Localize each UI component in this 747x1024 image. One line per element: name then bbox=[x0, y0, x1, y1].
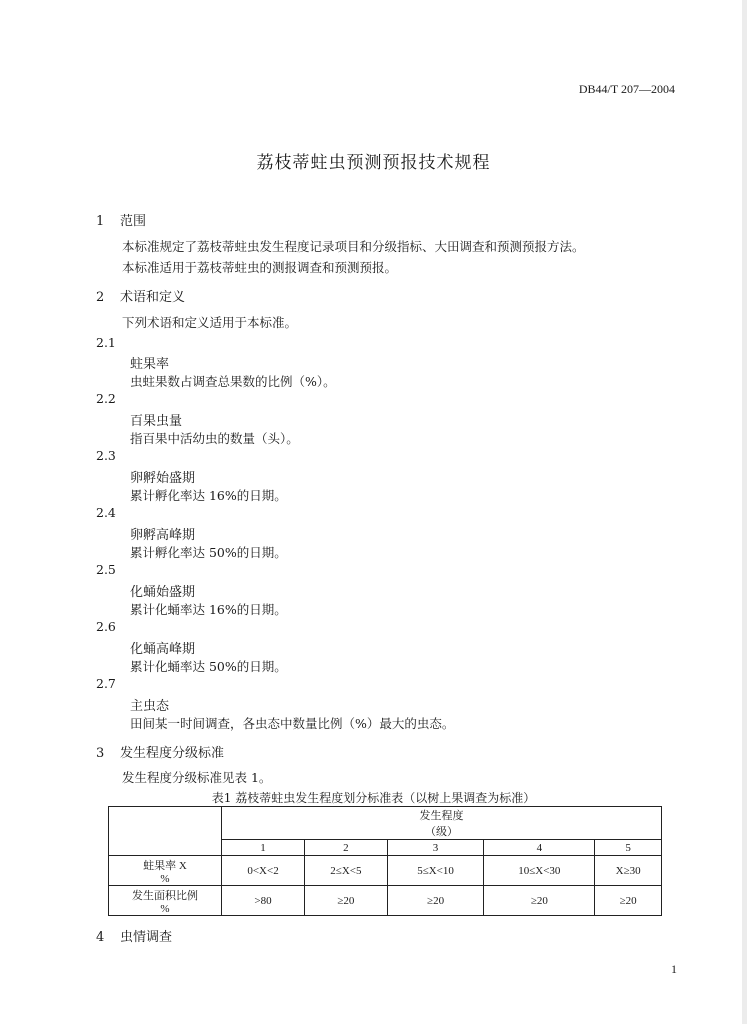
section-number: 2 bbox=[96, 290, 105, 305]
term-name: 蛀果率 bbox=[130, 357, 170, 372]
term-number: 2.2 bbox=[96, 391, 116, 406]
level-header-cell: 4 bbox=[484, 840, 595, 856]
row-label-line: 蛀果率 X bbox=[143, 859, 187, 872]
section-title: 术语和定义 bbox=[120, 290, 186, 305]
table-cell: ≥20 bbox=[484, 886, 595, 916]
section-1-heading bbox=[96, 210, 146, 229]
table-caption: 表1 荔枝蒂蛀虫发生程度划分标准表（以树上果调查为标准） bbox=[211, 791, 536, 805]
term-number: 2.4 bbox=[96, 505, 116, 520]
term-definition: 虫蛀果数占调查总果数的比例（%）。 bbox=[130, 374, 336, 389]
section-title: 虫情调查 bbox=[120, 930, 173, 945]
table-cell: 0<X<2 bbox=[222, 856, 305, 886]
section-title: 范围 bbox=[120, 214, 147, 229]
table-corner-cell bbox=[109, 807, 222, 856]
row-label-cell bbox=[109, 886, 222, 916]
table-cell: >80 bbox=[222, 886, 305, 916]
table-cell: ≥20 bbox=[387, 886, 484, 916]
group-header-line: 发生程度 bbox=[419, 810, 464, 822]
term-name: 百果虫量 bbox=[130, 414, 183, 429]
section-2-intro: 下列术语和定义适用于本标准。 bbox=[122, 315, 298, 330]
table-cell: ≥20 bbox=[595, 886, 662, 916]
term-number: 2.3 bbox=[96, 448, 116, 463]
section-number: 1 bbox=[96, 214, 105, 229]
term-name: 化蛹始盛期 bbox=[130, 585, 196, 600]
term-definition: 田间某一时间调查，各虫态中数量比例（%）最大的虫态。 bbox=[130, 716, 455, 731]
section-number: 3 bbox=[96, 746, 105, 761]
level-header-cell: 2 bbox=[305, 840, 388, 856]
row-label-line: % bbox=[160, 872, 170, 885]
table-cell: 5≤X<10 bbox=[387, 856, 484, 886]
term-name: 卵孵高峰期 bbox=[130, 528, 196, 543]
severity-table bbox=[108, 806, 662, 916]
section-3-paragraph-1: 发生程度分级标准见表 1。 bbox=[122, 770, 272, 785]
term-number: 2.6 bbox=[96, 619, 116, 634]
level-header-cell: 1 bbox=[222, 840, 305, 856]
section-number: 4 bbox=[96, 930, 105, 945]
term-number: 2.5 bbox=[96, 562, 116, 577]
term-definition: 累计化蛹率达 16%的日期。 bbox=[130, 602, 287, 617]
term-definition: 累计孵化率达 50%的日期。 bbox=[130, 545, 287, 560]
page-number: 1 bbox=[671, 962, 677, 976]
standard-number: DB44/T 207—2004 bbox=[578, 82, 675, 96]
table-cell: X≥30 bbox=[595, 856, 662, 886]
term-number: 2.7 bbox=[96, 676, 116, 691]
section-2-heading bbox=[96, 286, 185, 305]
term-definition: 累计孵化率达 16%的日期。 bbox=[130, 488, 287, 503]
table-row bbox=[109, 886, 662, 916]
group-header-line: （级） bbox=[425, 826, 458, 838]
row-label-cell bbox=[109, 856, 222, 886]
section-3-heading bbox=[96, 742, 224, 761]
document-title: 荔枝蒂蛀虫预测预报技术规程 bbox=[256, 153, 491, 173]
term-definition: 累计化蛹率达 50%的日期。 bbox=[130, 659, 287, 674]
table-row bbox=[109, 856, 662, 886]
level-header-cell: 5 bbox=[595, 840, 662, 856]
term-definition: 指百果中活幼虫的数量（头）。 bbox=[130, 431, 299, 446]
table-cell: ≥20 bbox=[305, 886, 388, 916]
section-1-paragraph-1: 本标准规定了荔枝蒂蛀虫发生程度记录项目和分级指标、大田调查和预测预报方法。 bbox=[122, 239, 585, 254]
term-name: 主虫态 bbox=[130, 699, 170, 714]
table-cell: 2≤X<5 bbox=[305, 856, 388, 886]
table-cell: 10≤X<30 bbox=[484, 856, 595, 886]
table-group-header bbox=[222, 807, 662, 840]
term-number: 2.1 bbox=[96, 335, 116, 350]
row-label-line: 发生面积比例 bbox=[132, 889, 198, 902]
row-label-line: % bbox=[160, 902, 170, 915]
level-header-cell: 3 bbox=[387, 840, 484, 856]
section-4-heading bbox=[96, 926, 172, 945]
section-1-paragraph-2: 本标准适用于荔枝蒂蛀虫的测报调查和预测预报。 bbox=[122, 260, 398, 275]
term-name: 卵孵始盛期 bbox=[130, 471, 196, 486]
term-name: 化蛹高峰期 bbox=[130, 642, 196, 657]
section-title: 发生程度分级标准 bbox=[120, 746, 225, 761]
